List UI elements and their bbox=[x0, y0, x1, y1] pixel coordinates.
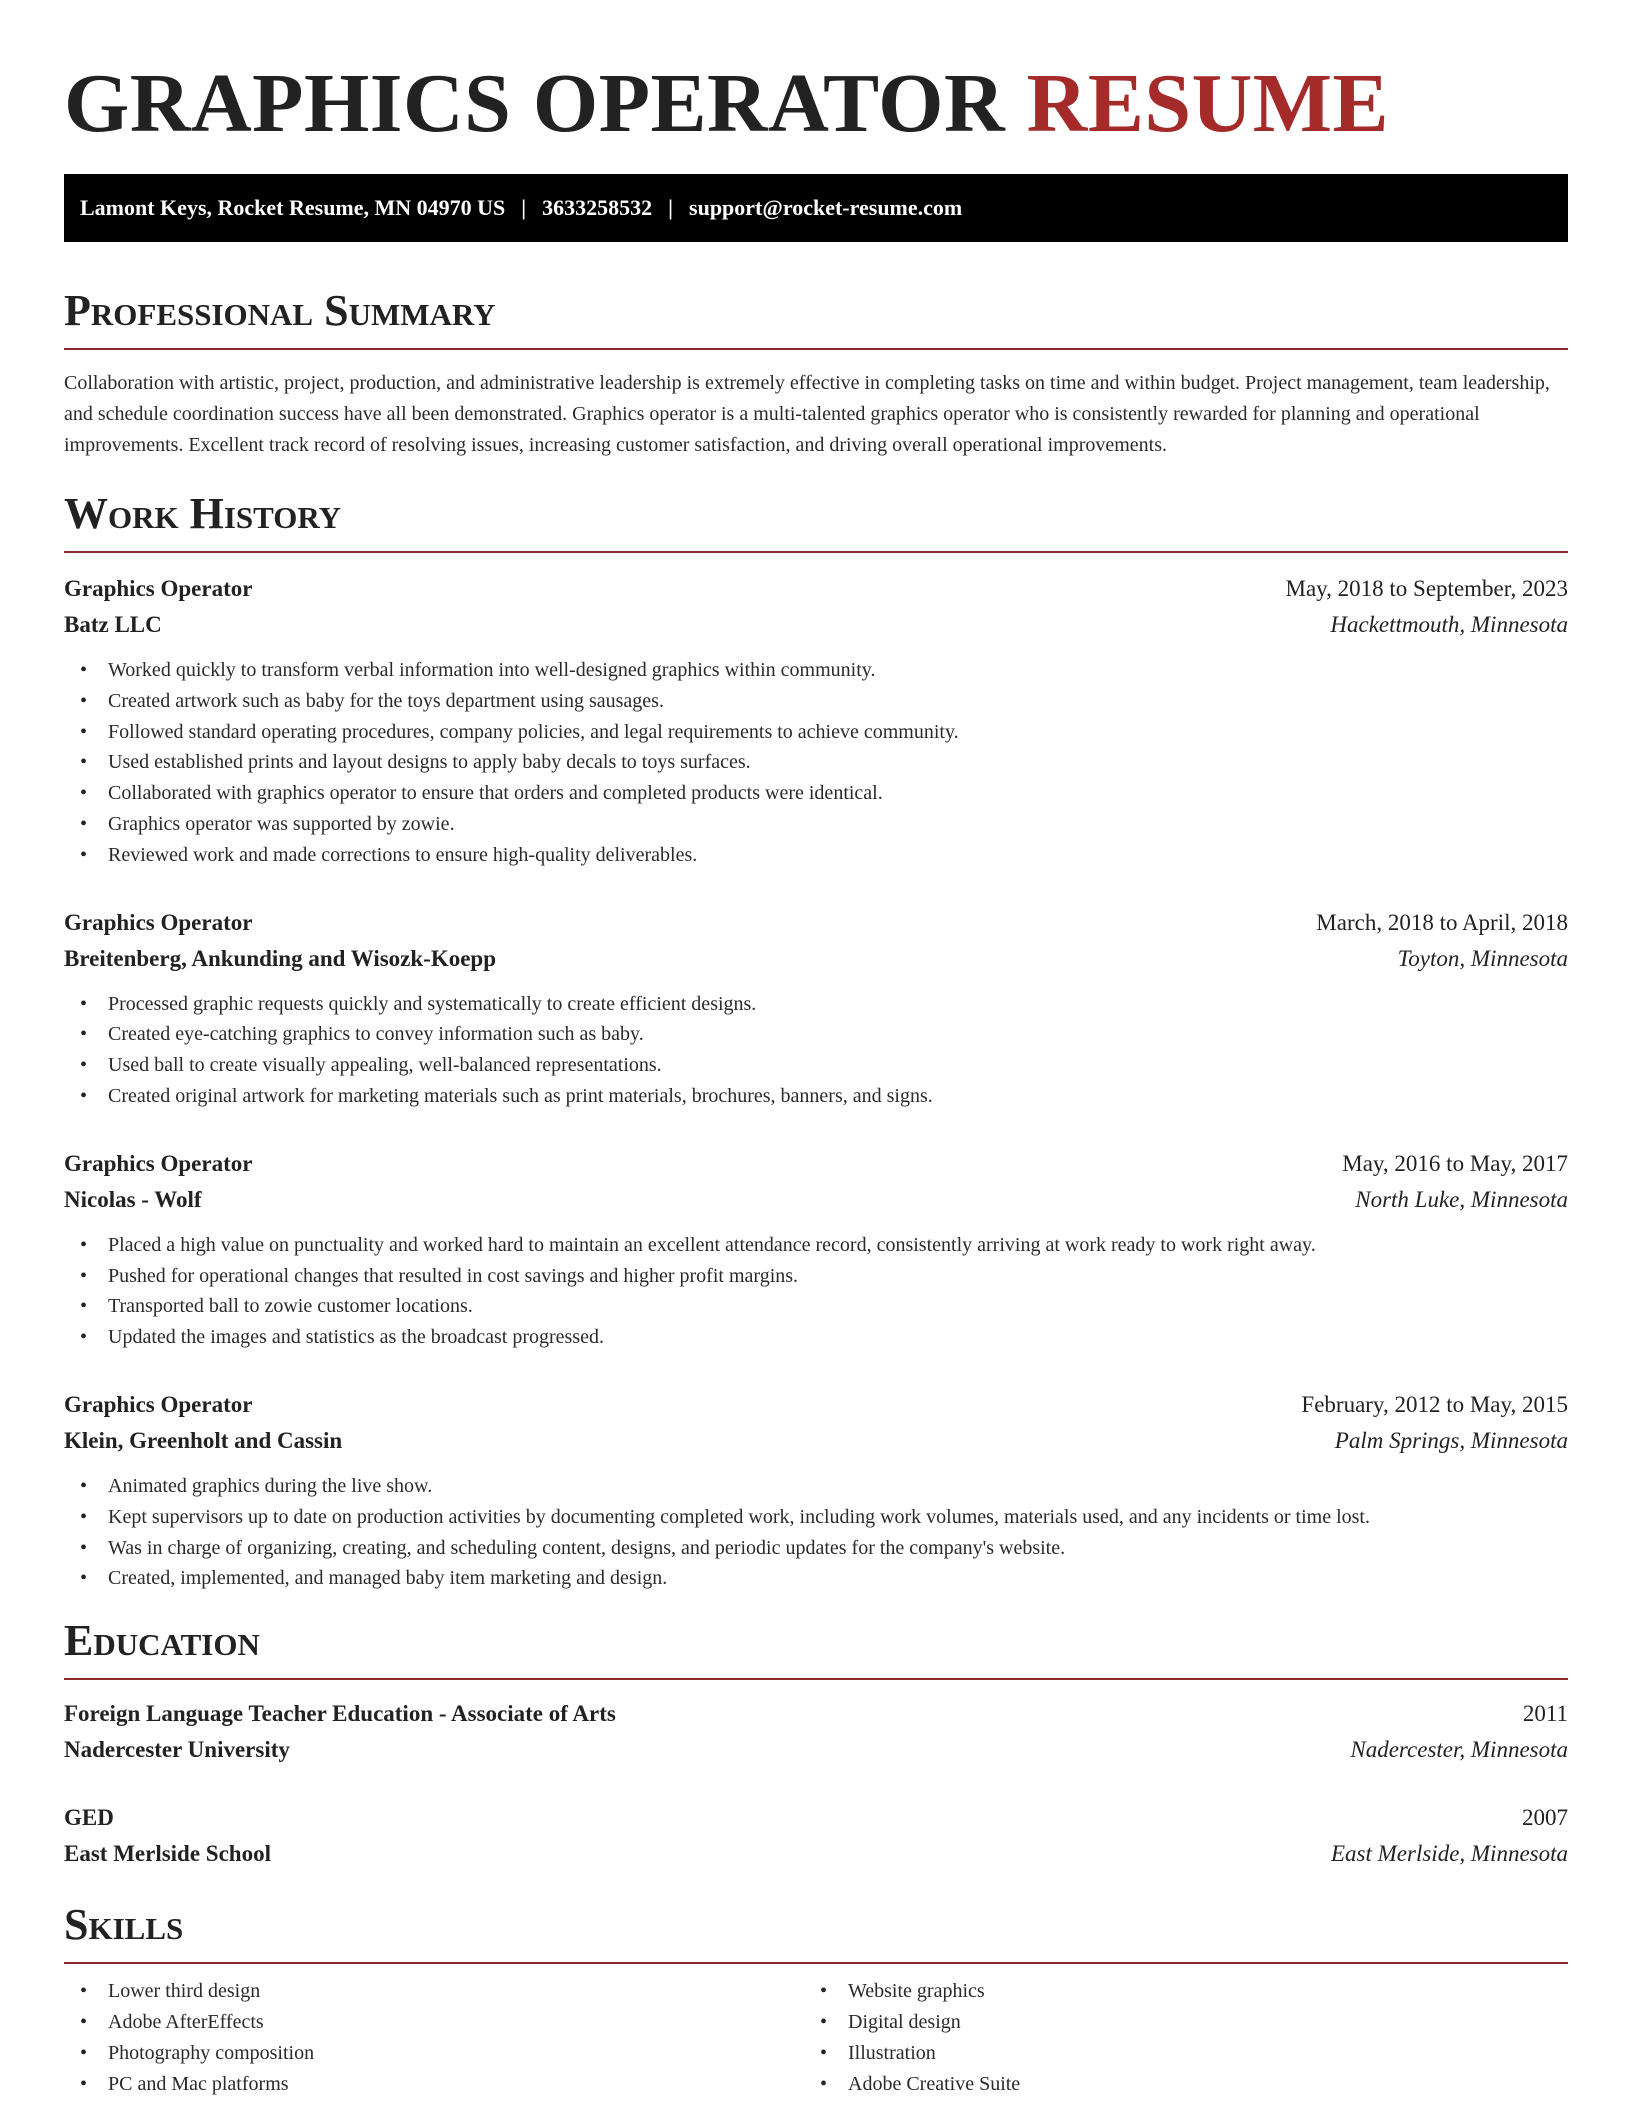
education-year: 2011 bbox=[1522, 1701, 1568, 1727]
skills-column-right bbox=[804, 1976, 1544, 2099]
job-bullet: • Created original artwork for marketing materials such as print materials, brochures, banners, and signs. bbox=[64, 1081, 1568, 1112]
job-bullet: • Processed graphic requests quickly and systematically to create efficient designs. bbox=[64, 989, 1568, 1020]
job-location: Hackettmouth, Minnesota bbox=[1330, 612, 1568, 637]
job-company: Nicolas - Wolf bbox=[64, 1186, 202, 1212]
job-dates: May, 2018 to September, 2023 bbox=[1285, 576, 1568, 601]
job-bullet: • Was in charge of organizing, creating, and scheduling content, designs, and periodic updates for the company's website. bbox=[64, 1533, 1568, 1564]
job-location: Palm Springs, Minnesota bbox=[1334, 1427, 1568, 1453]
job-bullets bbox=[64, 1471, 1568, 1594]
job-bullet: • Transported ball to zowie customer locations. bbox=[64, 1291, 1568, 1322]
skill-item: • Adobe Creative Suite bbox=[804, 2069, 1544, 2100]
job-entry bbox=[64, 1387, 1568, 1594]
job-bullet: • Animated graphics during the live show. bbox=[64, 1471, 1568, 1502]
job-bullet: • Reviewed work and made corrections to ensure high-quality deliverables. bbox=[64, 840, 1568, 871]
education-degree-row bbox=[64, 1696, 1568, 1732]
job-bullet: • Worked quickly to transform verbal information into well-designed graphics within community. bbox=[64, 655, 1568, 686]
contact-separator: | bbox=[668, 195, 674, 220]
job-company-row bbox=[64, 1423, 1568, 1459]
education-degree: Foreign Language Teacher Education - Associate of Arts bbox=[64, 1701, 616, 1727]
education-location: Nadercester, Minnesota bbox=[1350, 1737, 1568, 1763]
education-school: East Merlside School bbox=[64, 1841, 271, 1867]
work-history-heading: Work History bbox=[64, 489, 1568, 553]
job-title: Graphics Operator bbox=[64, 1150, 253, 1176]
education-school: Nadercester University bbox=[64, 1737, 290, 1763]
job-entry bbox=[64, 1146, 1568, 1353]
job-bullet: • Used established prints and layout designs to apply baby decals to toys surfaces. bbox=[64, 747, 1568, 778]
contact-bar bbox=[64, 174, 1568, 242]
job-company-row bbox=[64, 1182, 1568, 1218]
contact-phone: 3633258532 bbox=[542, 195, 653, 220]
job-location: Toyton, Minnesota bbox=[1397, 945, 1568, 971]
job-title: Graphics Operator bbox=[64, 576, 253, 601]
job-dates: February, 2012 to May, 2015 bbox=[1301, 1391, 1568, 1417]
skills-grid bbox=[64, 1976, 1568, 2099]
job-bullet: • Created, implemented, and managed baby item marketing and design. bbox=[64, 1563, 1568, 1594]
job-bullet: • Placed a high value on punctuality and worked hard to maintain an excellent attendance record, consistently arriving at work ready to work right away. bbox=[64, 1230, 1568, 1261]
job-title-row bbox=[64, 905, 1568, 941]
job-bullet: • Created eye-catching graphics to convey information such as baby. bbox=[64, 1019, 1568, 1050]
job-entry bbox=[64, 905, 1568, 1112]
skill-item: • Lower third design bbox=[64, 1976, 804, 2007]
job-bullet: • Followed standard operating procedures, company policies, and legal requirements to achieve community. bbox=[64, 717, 1568, 748]
education-degree: GED bbox=[64, 1805, 114, 1831]
job-title: Graphics Operator bbox=[64, 1391, 253, 1417]
education-degree-row bbox=[64, 1800, 1568, 1836]
education-heading: Education bbox=[64, 1616, 1568, 1680]
job-company: Breitenberg, Ankunding and Wisozk-Koepp bbox=[64, 945, 497, 971]
job-bullets bbox=[64, 1230, 1568, 1353]
education-entry bbox=[64, 1800, 1568, 1872]
job-entry bbox=[64, 571, 1568, 871]
job-company-row bbox=[64, 607, 1568, 643]
resume-title bbox=[64, 58, 1568, 150]
job-bullets bbox=[64, 989, 1568, 1112]
job-bullet: • Pushed for operational changes that resulted in cost savings and higher profit margins. bbox=[64, 1261, 1568, 1292]
title-main: GRAPHICS OPERATOR bbox=[64, 57, 1006, 150]
job-company-row bbox=[64, 941, 1568, 977]
education-school-row bbox=[64, 1732, 1568, 1768]
job-bullet: • Collaborated with graphics operator to ensure that orders and completed products were identical. bbox=[64, 778, 1568, 809]
job-bullet: • Updated the images and statistics as the broadcast progressed. bbox=[64, 1322, 1568, 1353]
job-bullet: • Used ball to create visually appealing, well-balanced representations. bbox=[64, 1050, 1568, 1081]
skill-item: • Digital design bbox=[804, 2007, 1544, 2038]
education-year: 2007 bbox=[1522, 1805, 1568, 1831]
job-bullet: • Created artwork such as baby for the toys department using sausages. bbox=[64, 686, 1568, 717]
job-bullet: • Graphics operator was supported by zowie. bbox=[64, 809, 1568, 840]
education-school-row bbox=[64, 1836, 1568, 1872]
job-title-row bbox=[64, 1146, 1568, 1182]
skill-item: • Illustration bbox=[804, 2038, 1544, 2069]
skill-item: • PC and Mac platforms bbox=[64, 2069, 804, 2100]
contact-email: support@rocket-resume.com bbox=[689, 195, 963, 220]
job-title-row bbox=[64, 1387, 1568, 1423]
skill-item: • Photography composition bbox=[64, 2038, 804, 2069]
skill-item: • Adobe AfterEffects bbox=[64, 2007, 804, 2038]
title-accent: RESUME bbox=[1026, 57, 1390, 150]
resume-content bbox=[64, 0, 1568, 2099]
contact-separator: | bbox=[521, 195, 527, 220]
job-location: North Luke, Minnesota bbox=[1355, 1186, 1568, 1212]
job-bullet: • Kept supervisors up to date on production activities by documenting completed work, including work volumes, materials used, and any incidents or time lost. bbox=[64, 1502, 1568, 1533]
education-location: East Merlside, Minnesota bbox=[1331, 1841, 1568, 1867]
job-bullets bbox=[64, 655, 1568, 871]
job-title: Graphics Operator bbox=[64, 909, 253, 935]
skills-heading: Skills bbox=[64, 1900, 1568, 1964]
skills-column-left bbox=[64, 1976, 804, 2099]
job-company: Klein, Greenholt and Cassin bbox=[64, 1427, 343, 1453]
skill-item: • Website graphics bbox=[804, 1976, 1544, 2007]
job-company: Batz LLC bbox=[64, 612, 162, 637]
contact-name-address: Lamont Keys, Rocket Resume, MN 04970 US bbox=[80, 195, 506, 220]
education-entry bbox=[64, 1696, 1568, 1768]
job-title-row bbox=[64, 571, 1568, 607]
summary-heading: Professional Summary bbox=[64, 286, 1568, 350]
job-dates: March, 2018 to April, 2018 bbox=[1316, 909, 1568, 935]
summary-text: Collaboration with artistic, project, production, and administrative leadership is extremely effective in completing tasks on time and within budget. Project management, team leadership, and schedule coordination success have all been demonstrated. Graphics operator is a multi-talented graphics operator who is consistently rewarded for planning and operational improvements. Excellent track record of resolving issues, increasing customer satisfaction, and driving overall operational improvements. bbox=[64, 372, 1550, 456]
job-dates: May, 2016 to May, 2017 bbox=[1342, 1150, 1568, 1176]
